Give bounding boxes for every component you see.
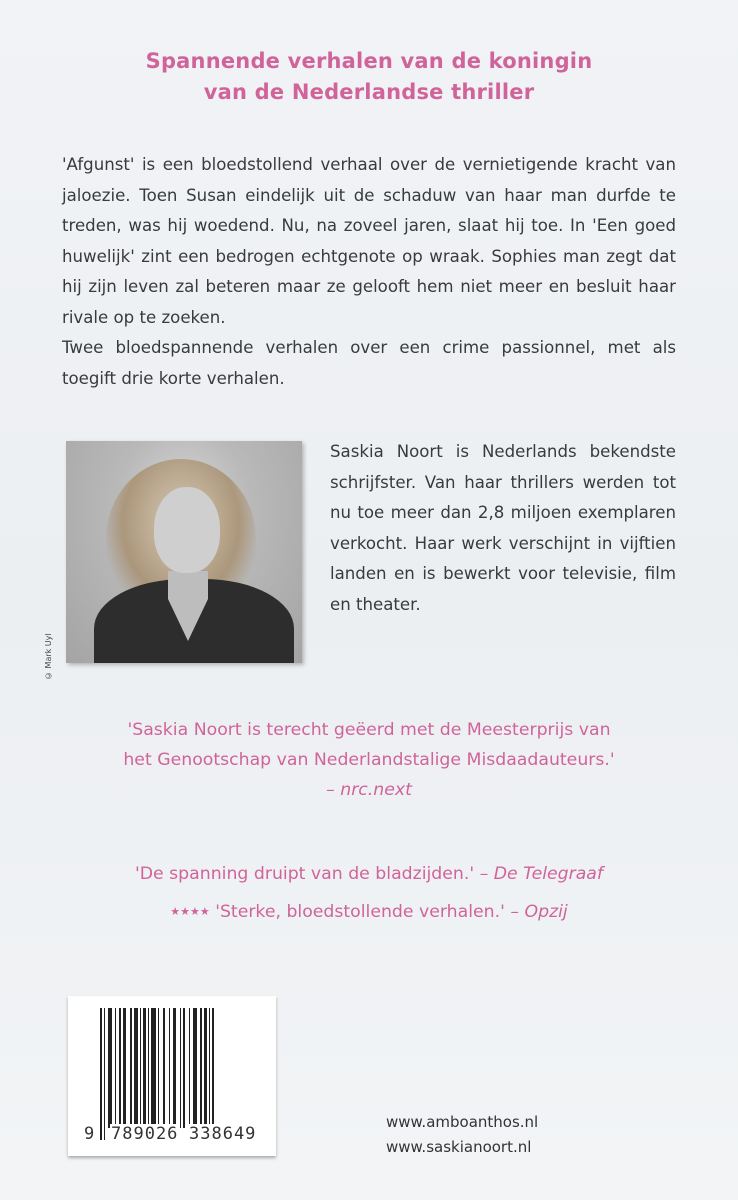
blurb-paragraph-2: Twee bloedspannende verhalen over een crime passionnel, met als toegift drie korte verhalen. [62,338,676,388]
barcode-bars [100,1008,270,1138]
review-quote-nrc [60,715,678,805]
isbn-prefix: 9 [84,1124,95,1144]
photo-credit: © Mark Uyl [44,633,53,680]
isbn-barcode [68,996,276,1156]
quote-text-line-1: 'Saskia Noort is terecht geëerd met de Meesterprijs van [127,720,611,740]
review-quote-opzij [60,900,678,924]
quote-source: – Opzij [510,902,568,922]
headline [0,46,738,108]
star-rating-icon: ★★★★ [170,905,210,918]
quote-text: 'Sterke, bloedstollende verhalen.' [209,902,511,922]
author-photo [66,441,302,663]
quote-text-line-2: het Genootschap van Nederlandstalige Misdaadauteurs.' [123,750,615,770]
headline-line-1: Spannende verhalen van de koningin [145,49,593,73]
isbn-group-1: 789026 [111,1124,179,1144]
quote-source: – De Telegraaf [479,864,603,884]
photo-face-shape [154,487,220,573]
websites [386,1110,538,1160]
quote-source: – nrc.next [326,780,412,800]
headline-line-2: van de Nederlandse thriller [203,80,535,104]
website-author: www.saskianoort.nl [386,1138,532,1156]
author-bio: Saskia Noort is Nederlands bekendste schrijfster. Van haar thrillers werden tot nu toe meer dan 2,8 miljoen exemplaren verkocht. Haar werk verschijnt in vijftien landen en is bewerkt voor televisie, film en theater. [330,442,676,614]
website-publisher: www.amboanthos.nl [386,1113,539,1131]
quote-text: 'De spanning druipt van de bladzijden.' [135,864,480,884]
blurb [62,150,676,394]
isbn-group-2: 338649 [189,1124,257,1144]
review-quote-telegraaf [60,862,678,886]
blurb-paragraph-1: 'Afgunst' is een bloedstollend verhaal over de vernietigende kracht van jaloezie. Toen Susan eindelijk uit de schaduw van haar man durfde te treden, was hij woedend. Nu, na zoveel jaren, slaat hij toe. In 'Een goed huwelijk' zint een bedrogen echtgenote op wraak. Sophies man zegt dat hij zijn leven zal beteren maar ze gelooft hem niet meer en besluit haar rivale op te zoeken. [62,155,676,327]
